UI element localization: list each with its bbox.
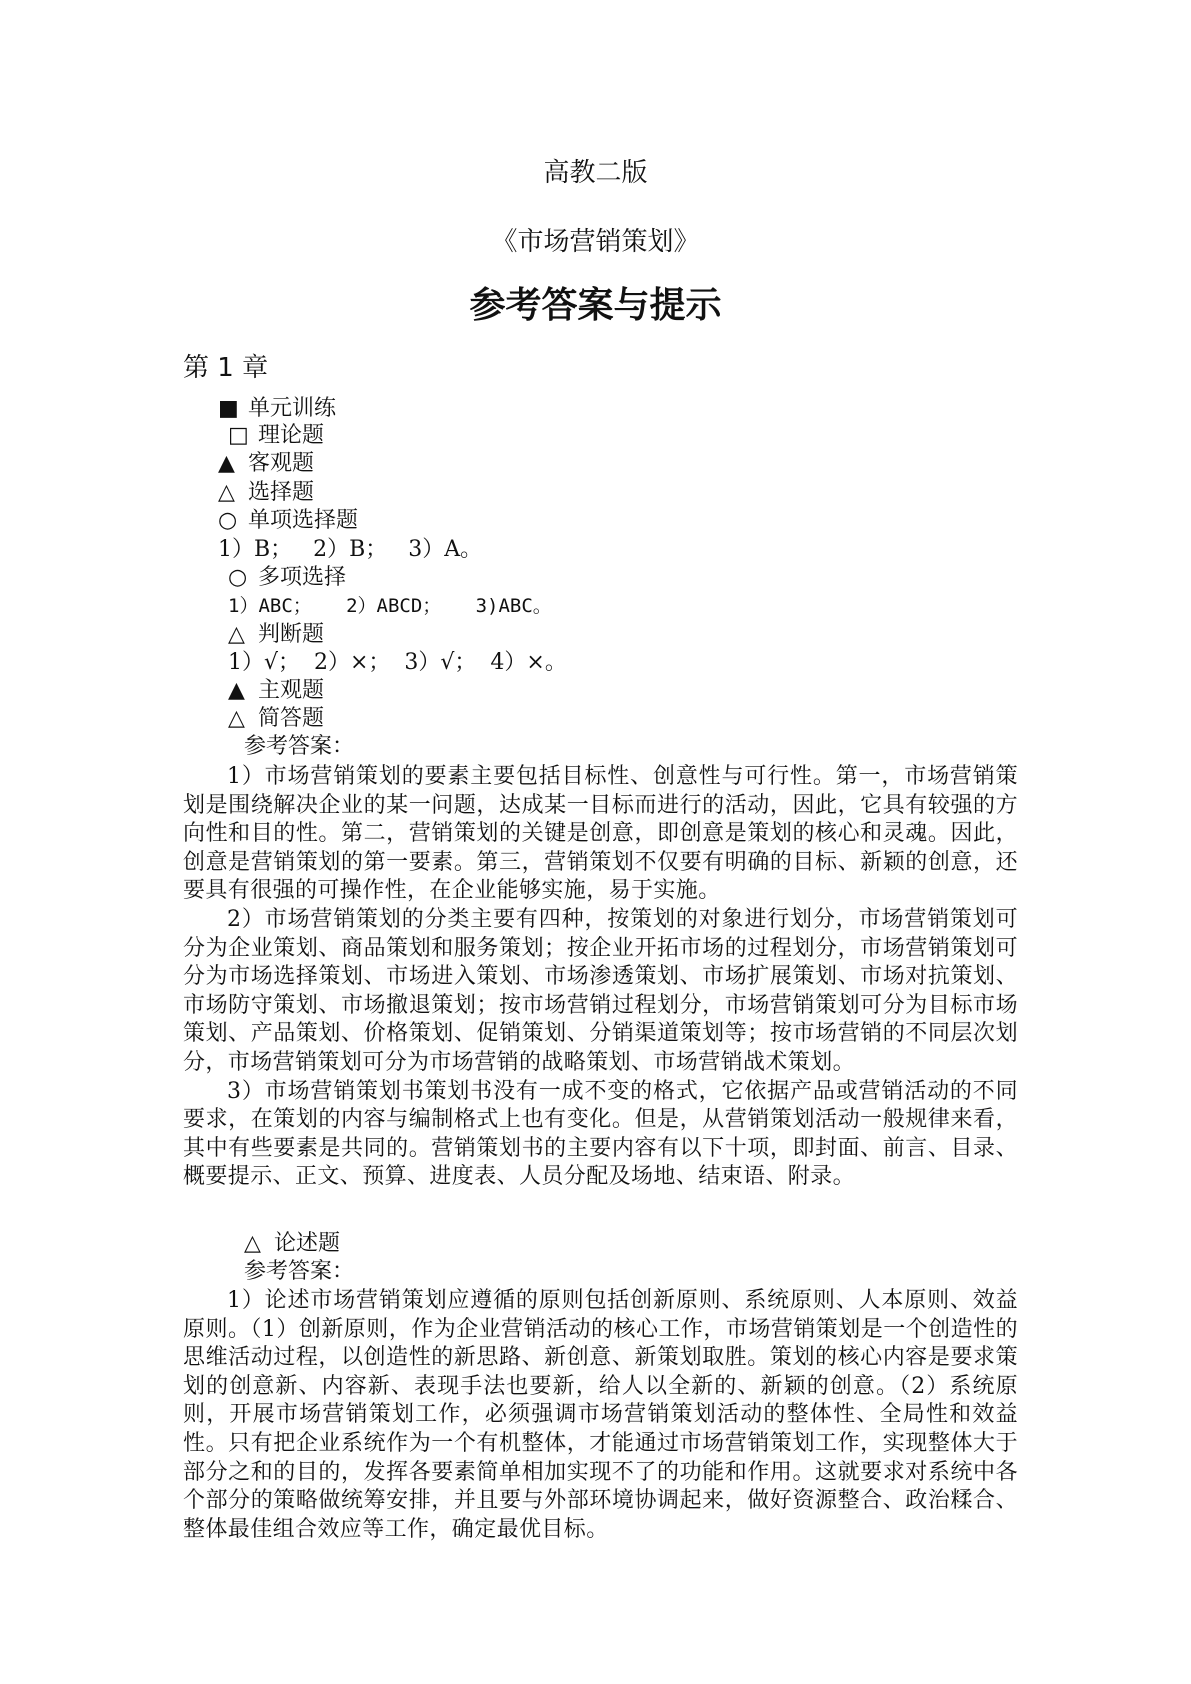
essay-heading (244, 1230, 340, 1258)
answer-label: 参考答案： (244, 1259, 355, 1284)
outline-item (218, 479, 314, 507)
outline-item (228, 677, 324, 705)
hollow-circle-icon: ○ (228, 565, 248, 590)
outline-item (228, 705, 324, 733)
essay-heading-label: 论述题 (274, 1231, 341, 1256)
hollow-triangle-icon: △ (244, 1231, 261, 1256)
filled-triangle-icon: ▲ (228, 678, 245, 703)
hollow-triangle-icon: △ (228, 706, 245, 731)
answer-line: 1）B； 2）B； 3）A。 (218, 537, 483, 562)
outline-item (218, 395, 336, 423)
answer-paragraph: 2）市场营销策划的分类主要有四种，按策划的对象进行划分，市场营销策划可分为企业策划、商品策划和服务策划；按企业开拓市场的过程划分，市场营销策划可分为市场选择策划、市场进入策划、市场渗透策划、市场扩展策划、市场对抗策划、市场防守策划、市场撤退策划；按市场营销过程划分，市场营销策划可分为目标市场策划、产品策划、价格策划、促销策划、分销渠道策划等；按市场营销的不同层次划分，市场营销策划可分为市场营销的战略策划、市场营销战术策划。 (183, 906, 1018, 1075)
outline-label: 判断题 (258, 622, 325, 647)
filled-triangle-icon: ▲ (218, 451, 235, 476)
answer-paragraph: 1）论述市场营销策划应遵循的原则包括创新原则、系统原则、人本原则、效益原则。（1）创新原则，作为企业营销活动的核心工作，市场营销策划是一个创造性的思维活动过程，以创造性的新思路、新创意、新策划取胜。策划的核心内容是要求策划的创意新、内容新、表现手法也要新，给人以全新的、新颖的创意。（2）系统原则，开展市场营销策划工作，必须强调市场营销策划活动的整体性、全局性和效益性。只有把企业系统作为一个有机整体，才能通过市场营销策划工作，实现整体大于部分之和的目的，发挥各要素简单相加实现不了的功能和作用。这就要求对系统中各个部分的策略做统筹安排，并且要与外部环境协调起来，做好资源整合、政治糅合、整体最佳组合效应等工作，确定最优目标。 (183, 1288, 1018, 1542)
edition-title: 高教二版 (543, 158, 648, 188)
outline-label: 理论题 (258, 423, 325, 448)
outline-label: 单元训练 (248, 396, 337, 421)
answer-paragraph: 1）市场营销策划的要素主要包括目标性、创意性与可行性。第一，市场营销策划是围绕解决企业的某一问题，达成某一目标而进行的活动，因此，它具有较强的方向性和目的性。第二，营销策划的关键是创意，即创意是策划的核心和灵魂。因此，创意是营销策划的第一要素。第三，营销策划不仅要有明确的目标、新颖的创意，还要具有很强的可操作性，在企业能够实施，易于实施。 (183, 764, 1018, 904)
book-title: 《市场营销策划》 (491, 227, 700, 257)
answer-line: 1）√； 2）×； 3）√； 4）×。 (228, 650, 567, 675)
hollow-triangle-icon: △ (218, 480, 235, 505)
short-answer-block (183, 763, 1018, 1192)
outline-label: 客观题 (248, 451, 315, 476)
outline-label: 主观题 (258, 678, 325, 703)
answer-label: 参考答案： (244, 734, 355, 759)
outline-item (218, 450, 314, 478)
outline-item (218, 507, 358, 535)
filled-square-icon: ■ (218, 396, 239, 421)
answer-line: 1）ABC； 2）ABCD； 3)ABC。 (228, 595, 552, 617)
outline-label: 简答题 (258, 706, 325, 731)
answer-paragraph: 3）市场营销策划书策划书没有一成不变的格式，它依据产品或营销活动的不同要求，在策划的内容与编制格式上也有变化。但是，从营销策划活动一般规律来看，其中有些要素是共同的。营销策划书的主要内容有以下十项，即封面、前言、目录、概要提示、正文、预算、进度表、人员分配及场地、结束语、附录。 (183, 1078, 1018, 1190)
hollow-triangle-icon: △ (228, 622, 245, 647)
essay-answer-block (183, 1287, 1018, 1544)
outline-item (228, 422, 324, 450)
document-title: 参考答案与提示 (469, 285, 722, 326)
hollow-square-icon: □ (228, 423, 249, 448)
outline-label: 多项选择 (258, 565, 347, 590)
outline-label: 单项选择题 (248, 508, 359, 533)
hollow-circle-icon: ○ (218, 508, 238, 533)
outline-item (228, 621, 324, 649)
chapter-heading: 第 1 章 (183, 353, 269, 383)
outline-item (228, 564, 346, 592)
outline-label: 选择题 (248, 480, 315, 505)
